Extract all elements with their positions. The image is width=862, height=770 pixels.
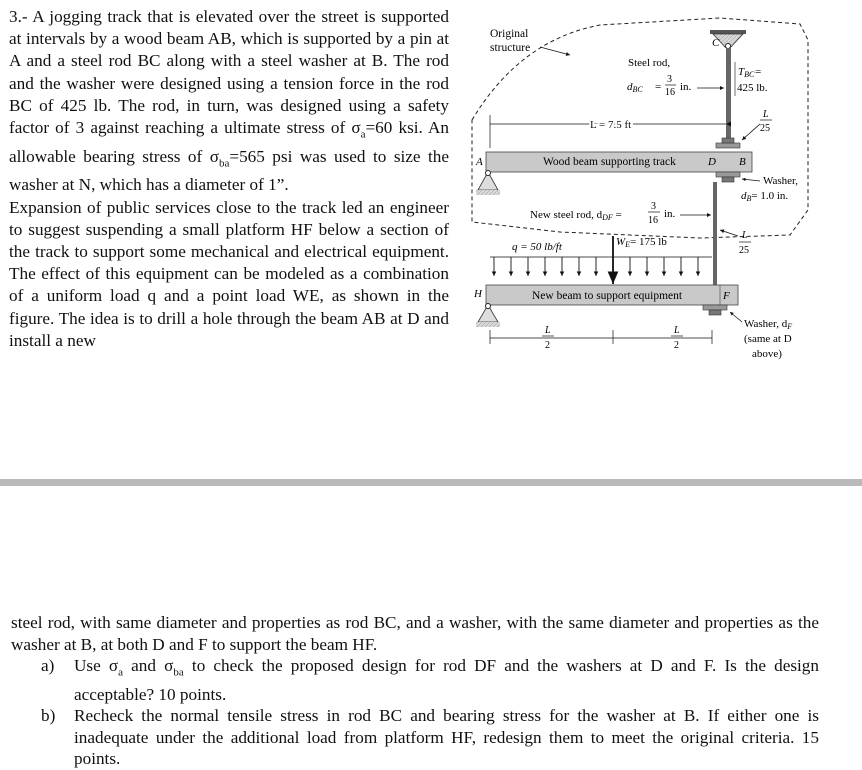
tbc-label: TBC=: [738, 66, 762, 79]
steel-rod-label: Steel rod,: [628, 57, 671, 69]
original-structure-arrow: [540, 47, 570, 55]
new-rod-label: New steel rod, dDF =: [530, 209, 622, 222]
part-b: [11, 705, 819, 770]
intro-text-2: =60 ksi. An allowable bearing stress of σ: [9, 118, 450, 166]
continuation-text: steel rod, with same diameter and properties as rod BC, and a washer, with the same diameter and properties as the washer at B, at both D and F to support the beam HF.: [11, 613, 819, 654]
slope-upper-l: L: [763, 109, 769, 120]
part-b-label: b): [41, 706, 56, 726]
washer-df-label: Washer, dF: [744, 318, 793, 331]
pin-c: [726, 44, 731, 49]
problem-continuation: [11, 612, 819, 770]
washer-df-label-3: above): [752, 348, 782, 360]
new-rod-unit: in.: [664, 208, 676, 220]
half-l-2: L: [674, 325, 680, 336]
span-label: L = 7.5 ft: [590, 119, 632, 131]
new-rod-den: 16: [648, 215, 658, 226]
washer-df-label-2: (same at D: [744, 333, 792, 345]
dbc-den: 16: [665, 87, 675, 98]
intro-text-3: =565 psi was used to size the washer at N, which has a diameter of 1”.: [9, 146, 450, 195]
section-divider: [0, 479, 862, 486]
dbc-num: 3: [667, 74, 672, 85]
sigma-ba-sub: ba: [218, 157, 230, 170]
sigma-a-sub: a: [360, 128, 366, 141]
half-2-2: 2: [674, 340, 679, 351]
slope-lower-l: L: [742, 230, 748, 241]
dbc-eq: =: [655, 81, 662, 93]
dbc-label: dBC: [627, 81, 643, 94]
we-label: WE= 175 lb: [616, 236, 667, 249]
half-2-1: 2: [545, 340, 550, 351]
expansion-text: Expansion of public services close to the track led an engineer to suggest suspending a small platform HF below a section of the track to support some mechanical and electrical equipment. The effect of this equipment can be modeled as a combination of a uniform load q and a point load WE, as shown in the figure. The idea is to drill a hole through the beam AB at D and install a new: [9, 197, 449, 350]
distributed-load-arrows: [494, 257, 698, 276]
label-h: H: [474, 288, 482, 300]
part-b-text: Recheck the normal tensile stress in rod BC and bearing stress for the washer at B. If either one is inadequate under the additional load from platform HF, redesign them to meet the original criteria. 15 points.: [74, 706, 819, 769]
washer-b-label: Washer,: [763, 175, 799, 187]
label-d: D: [708, 156, 716, 168]
tbc-value: 425 lb.: [737, 82, 768, 94]
support-c-plate: [710, 30, 746, 34]
dbc-unit: in.: [680, 81, 692, 93]
intro-text: 3.- A jogging track that is elevated over the street is supported at intervals by a wood beam AB, which is supported by a pin at A and a steel rod BC along with a steel washer at B. The rod and the washer were designed using a tension force in the rod BC of 425 lb. The rod, in turn, was designed using a safety factor of 3 against reaching a ultimate stress of σ: [9, 7, 449, 138]
q-label: q = 50 lb/ft: [512, 241, 562, 253]
part-a-label: a): [41, 656, 55, 675]
rod-bc: [726, 48, 731, 148]
original-structure-label-2: structure: [490, 42, 531, 54]
label-c: C: [712, 37, 720, 49]
original-structure-label: Original: [490, 28, 529, 40]
slope-upper-25: 25: [760, 123, 770, 134]
part-a: [11, 655, 819, 705]
rod-df: [713, 182, 717, 287]
part-a-text: Use $\sigma_a$ and $\sigma_{ba}$ to check the proposed design for rod DF and the washers at D and F. Is the design acceptable? 10 points.: [74, 656, 819, 704]
wood-beam-label: Wood beam supporting track: [543, 156, 676, 168]
slope-lower-25: 25: [739, 245, 749, 256]
label-b: B: [739, 156, 746, 168]
new-beam-label: New beam to support equipment: [532, 290, 683, 302]
new-rod-num: 3: [651, 201, 656, 212]
label-f: F: [723, 290, 730, 302]
half-l-1: L: [545, 325, 551, 336]
db-label: dB= 1.0 in.: [741, 190, 789, 203]
label-a: A: [476, 156, 483, 168]
